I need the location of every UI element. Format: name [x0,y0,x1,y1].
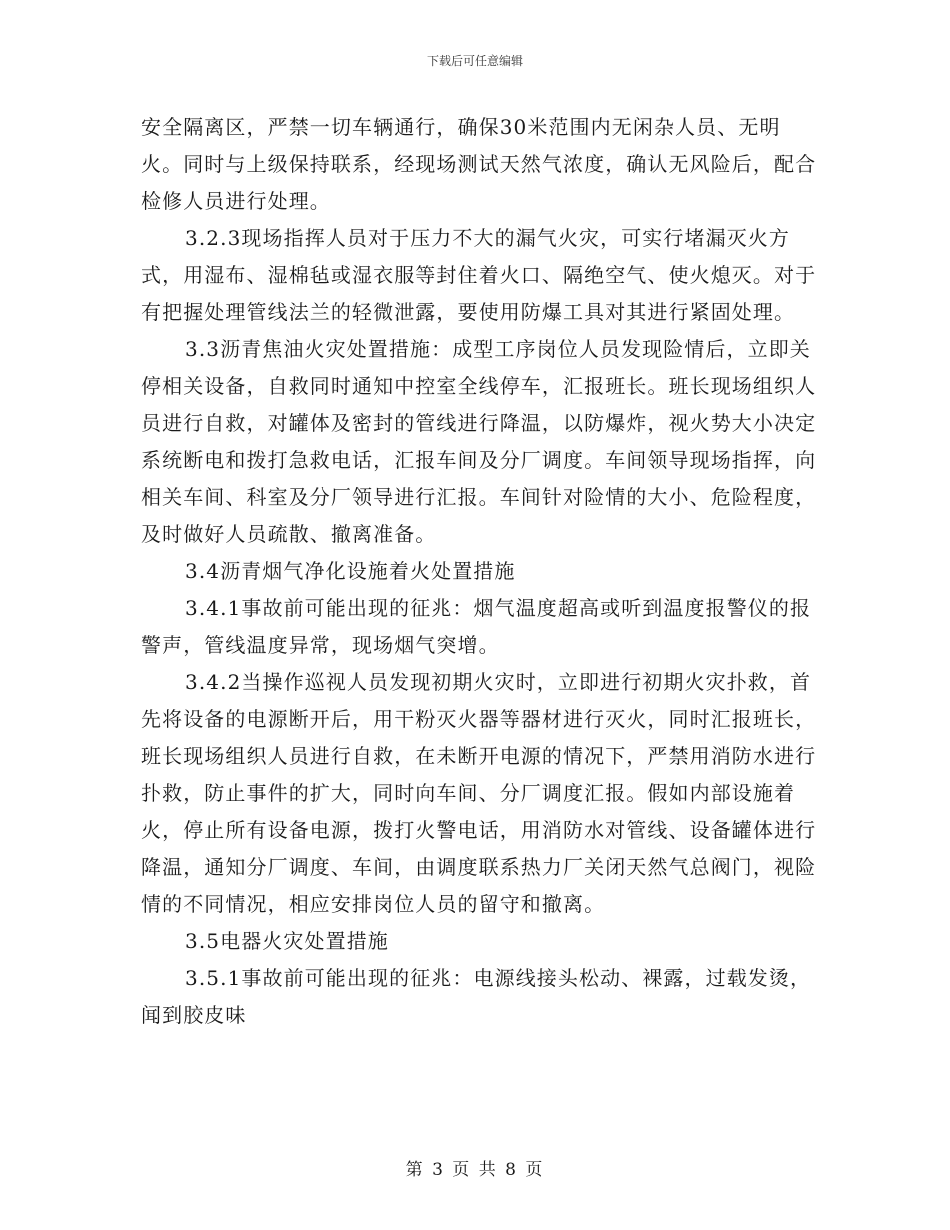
document-body [141,109,821,1034]
paragraph-3-4-1: 3.4.1事故前可能出现的征兆：烟气温度超高或听到温度报警仪的报警声，管线温度异常，现场烟气突增。 [141,596,812,657]
paragraph-3-5-1: 3.5.1事故前可能出现的征兆：电源线接头松动、裸露，过载发烫，闻到胶皮味 [141,966,812,1027]
paragraph-isolation-zone: 安全隔离区，严禁一切车辆通行，确保30米范围内无闲杂人员、无明火。同时与上级保持联系，经现场测试天然气浓度，确认无风险后，配合检修人员进行处理。 [141,115,817,213]
paragraph-3-2-3: 3.2.3现场指挥人员对于压力不大的漏气火灾，可实行堵漏灭火方式，用湿布、湿棉毡或湿衣服等封住着火口、隔绝空气、使火熄灭。对于有把握处理管线法兰的轻微泄露，要使用防爆工具对其进行紧固处理。 [141,226,817,324]
paragraph-3-4-2: 3.4.2当操作巡视人员发现初期火灾时，立即进行初期火灾扑救，首先将设备的电源断开后，用干粉灭火器等器材进行灭火，同时汇报班长，班长现场组织人员进行自救，在未断开电源的情况下，严禁用消防水进行扑救，防止事件的扩大，同时向车间、分厂调度汇报。假如内部设施着火，停止所有设备电源，拨打火警电话，用消防水对管线、设备罐体进行降温，通知分厂调度、车间，由调度联系热力厂关闭天然气总阀门，视险情的不同情况，相应安排岗位人员的留守和撤离。 [141,670,817,916]
heading-3-4: 3.4沥青烟气净化设施着火处置措施 [185,559,516,583]
heading-3-5: 3.5电器火灾处置措施 [185,929,389,953]
page-footer: 第 3 页 共 8 页 [405,1160,545,1180]
paragraph-3-3: 3.3沥青焦油火灾处置措施：成型工序岗位人员发现险情后，立即关停相关设备，自救同时通知中控室全线停车，汇报班长。班长现场组织人员进行自救，对罐体及密封的管线进行降温，以防爆炸，视火势大小决定系统断电和拨打急救电话，汇报车间及分厂调度。车间领导现场指挥，向相关车间、科室及分厂领导进行汇报。车间针对险情的大小、危险程度，及时做好人员疏散、撤离准备。 [141,337,817,546]
page-header: 下载后可任意编辑 [426,54,523,68]
